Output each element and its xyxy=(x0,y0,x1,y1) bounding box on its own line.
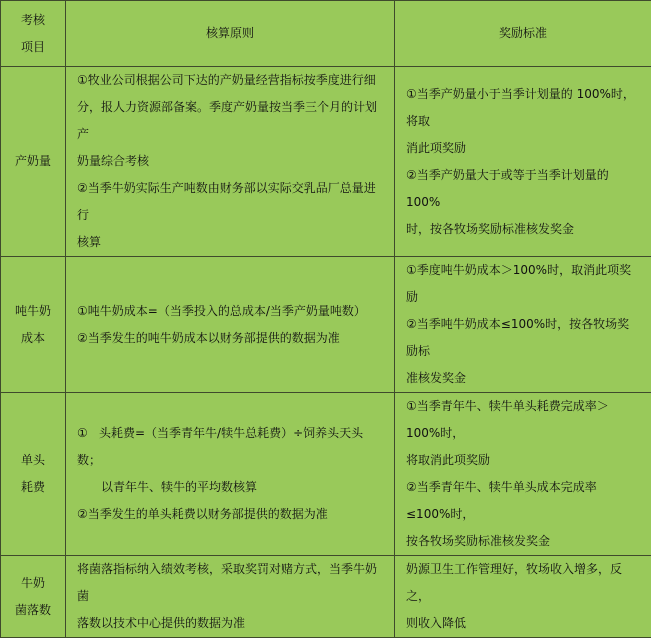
header-row xyxy=(1,1,651,67)
row-principle xyxy=(66,67,395,257)
row-item xyxy=(1,257,66,393)
standard-line: 时，按各牧场奖励标准核发奖金 xyxy=(406,216,641,243)
row-item-line: 耗费 xyxy=(1,474,65,501)
standard-line: ①当季青年牛、犊牛单头耗费完成率＞100%时， xyxy=(406,393,641,447)
header-item-line: 考核 xyxy=(1,7,65,34)
row-principle xyxy=(66,393,395,556)
row-principle xyxy=(66,556,395,638)
standard-line: 消此项奖励 xyxy=(406,135,641,162)
principle-line: 核算 xyxy=(77,229,384,256)
table-row xyxy=(1,393,651,556)
standard-line: 奶源卫生工作管理好，牧场收入增多，反之， xyxy=(406,556,641,610)
principle-line: ②当季发生的吨牛奶成本以财务部提供的数据为准 xyxy=(77,325,384,352)
row-item-line: 成本 xyxy=(1,325,65,352)
principle-line: 落数以技术中心提供的数据为准 xyxy=(77,610,384,637)
principle-formula-line xyxy=(77,420,384,474)
principle-line: 将菌落指标纳入绩效考核，采取奖罚对赌方式，当季牛奶菌 xyxy=(77,556,384,610)
standard-line: 将取消此项奖励 xyxy=(406,447,641,474)
row-item-line: 菌落数 xyxy=(1,597,65,624)
formula-text: 头耗费=（当季青年牛/犊牛总耗费）÷饲养头天头数； xyxy=(77,426,363,467)
header-principle: 核算原则 xyxy=(66,1,395,67)
standard-line: 按各牧场奖励标准核发奖金 xyxy=(406,528,641,555)
standard-line: ①当季产奶量小于当季计划量的 100%时，将取 xyxy=(406,81,641,135)
header-item xyxy=(1,1,66,67)
standard-line: ②当季产奶量大于或等于当季计划量的 100% xyxy=(406,162,641,216)
row-standard xyxy=(395,67,651,257)
principle-line: ②当季发生的单头耗费以财务部提供的数据为准 xyxy=(77,501,384,528)
standard-line: 则收入降低 xyxy=(406,610,641,637)
principle-line: ①吨牛奶成本=（当季投入的总成本/当季产奶量吨数） xyxy=(77,298,384,325)
row-item xyxy=(1,67,66,257)
row-item xyxy=(1,556,66,638)
row-item-line: 产奶量 xyxy=(1,148,65,175)
header-item-line: 项目 xyxy=(1,34,65,61)
principle-line: 分，报人力资源部备案。季度产奶量按当季三个月的计划产 xyxy=(77,94,384,148)
header-standard: 奖励标准 xyxy=(395,1,651,67)
row-item-line: 单头 xyxy=(1,447,65,474)
standard-line: ①季度吨牛奶成本＞100%时，取消此项奖励 xyxy=(406,257,641,311)
principle-line: ②当季牛奶实际生产吨数由财务部以实际交乳品厂总量进行 xyxy=(77,175,384,229)
standard-line: ②当季青年牛、犊牛单头成本完成率≤100%时， xyxy=(406,474,641,528)
row-item-line: 吨牛奶 xyxy=(1,298,65,325)
table-row xyxy=(1,257,651,393)
row-standard xyxy=(395,393,651,556)
row-standard xyxy=(395,257,651,393)
standard-line: ②当季吨牛奶成本≤100%时，按各牧场奖励标 xyxy=(406,311,641,365)
principle-line: ①牧业公司根据公司下达的产奶量经营指标按季度进行细 xyxy=(77,67,384,94)
row-standard xyxy=(395,556,651,638)
row-item-line: 牛奶 xyxy=(1,570,65,597)
table-row xyxy=(1,67,651,257)
table-row xyxy=(1,556,651,638)
principle-line: 奶量综合考核 xyxy=(77,148,384,175)
formula-number: ① xyxy=(77,420,99,447)
formula-continuation: 以青年牛、犊牛的平均数核算 xyxy=(77,474,384,501)
row-item xyxy=(1,393,66,556)
standard-line: 准核发奖金 xyxy=(406,365,641,392)
row-principle xyxy=(66,257,395,393)
